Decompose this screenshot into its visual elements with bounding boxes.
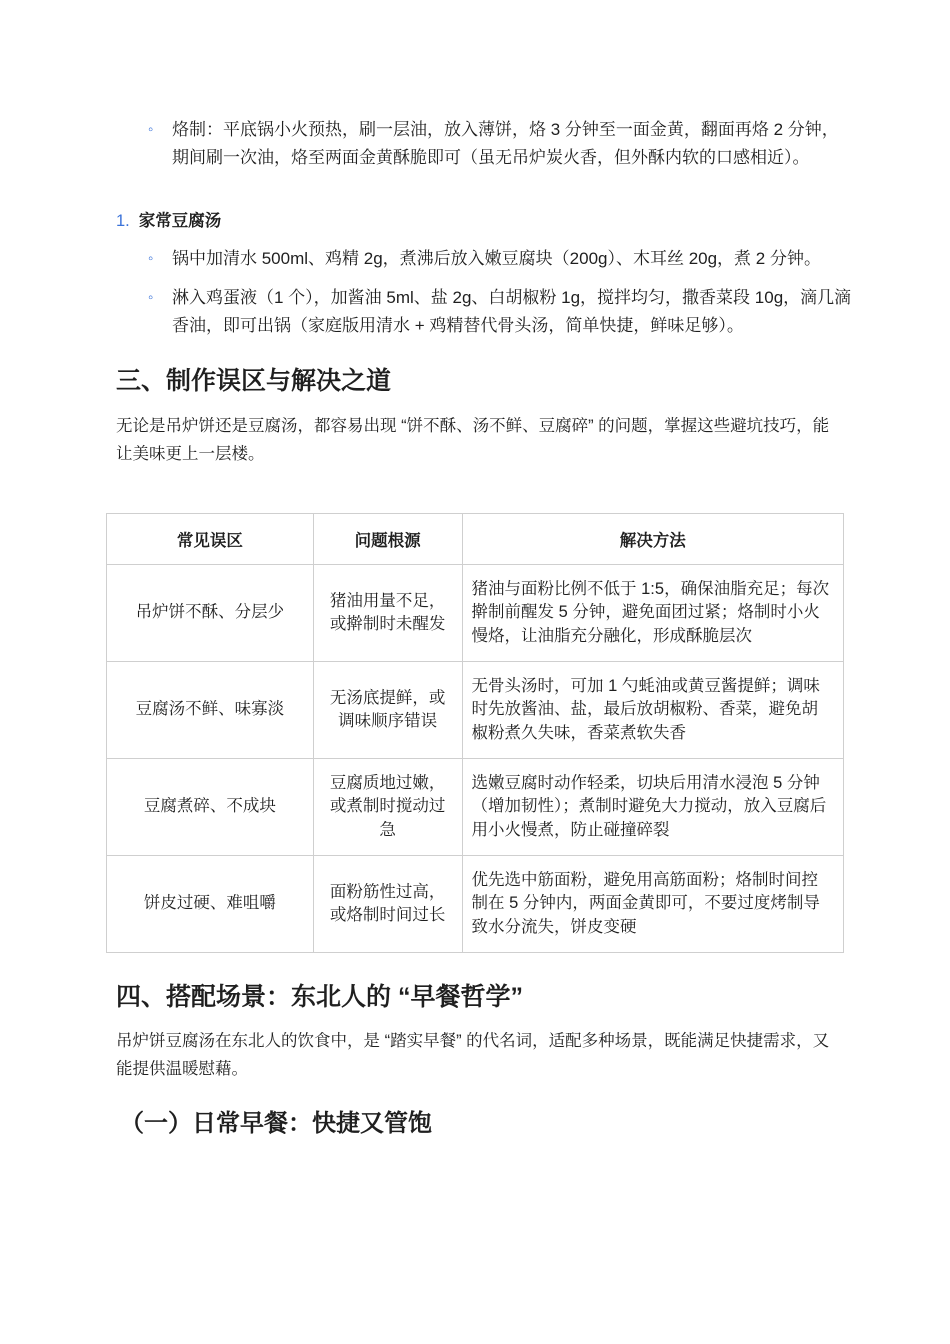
mistakes-table: [106, 513, 844, 953]
section-3-intro: 无论是吊炉饼还是豆腐汤，都容易出现 “饼不酥、汤不鲜、豆腐碎” 的问题，掌握这些避坑技巧，能让美味更上一层楼。: [116, 417, 830, 463]
table-cell-cause: 猪油用量不足，或擀制时未醒发: [313, 565, 462, 662]
table-row: [107, 759, 844, 856]
sub-heading-daily-breakfast: （一）日常早餐：快捷又管饱: [120, 1110, 432, 1137]
table-cell-solution: 猪油与面粉比例不低于 1:5，确保油脂充足；每次擀制前醒发 5 分钟，避免面团过紧；烙制时小火慢烙，让油脂充分融化，形成酥脆层次: [462, 565, 843, 662]
section-heading-3: 三、制作误区与解决之道: [116, 367, 392, 395]
numbered-heading-soup: [116, 208, 221, 234]
table-cell-solution: 无骨头汤时，可加 1 勺蚝油或黄豆酱提鲜；调味时先放酱油、盐，最后放胡椒粉、香菜，避免胡椒粉煮久失味，香菜煮软失香: [462, 662, 843, 759]
table-cell-mistake: 豆腐汤不鲜、味寡淡: [107, 662, 314, 759]
table-cell-solution: 优先选中筋面粉，避免用高筋面粉；烙制时间控制在 5 分钟内，两面金黄即可，不要过度烤制导致水分流失，饼皮变硬: [462, 856, 843, 953]
bullet-icon: ◦: [148, 250, 154, 267]
list-number: 1.: [116, 212, 130, 230]
numbered-heading-title: 家常豆腐汤: [138, 212, 222, 230]
table-cell-mistake: 饼皮过硬、难咀嚼: [107, 856, 314, 953]
table-row: [107, 662, 844, 759]
table-header: 常见误区: [107, 514, 314, 565]
table-row: [107, 565, 844, 662]
table-cell-solution: 选嫩豆腐时动作轻柔，切块后用清水浸泡 5 分钟（增加韧性）；煮制时避免大力搅动，放入豆腐后用小火慢煮，防止碰撞碎裂: [462, 759, 843, 856]
section-heading-4: 四、搭配场景：东北人的 “早餐哲学”: [116, 983, 523, 1011]
table-header: 问题根源: [313, 514, 462, 565]
table-row: [107, 856, 844, 953]
table-cell-cause: 无汤底提鲜，或调味顺序错误: [313, 662, 462, 759]
table-cell-cause: 面粉筋性过高，或烙制时间过长: [313, 856, 462, 953]
table-cell-mistake: 吊炉饼不酥、分层少: [107, 565, 314, 662]
list-item-text: 淋入鸡蛋液（1 个），加酱油 5ml、盐 2g、白胡椒粉 1g，搅拌均匀，撒香菜段 10g，滴几滴香油，即可出锅（家庭版用清水 + 鸡精替代骨头汤，简单快捷，鲜味足够）。: [172, 288, 852, 335]
bullet-icon: ◦: [148, 121, 154, 138]
list-item-text: 烙制：平底锅小火预热，刷一层油，放入薄饼，烙 3 分钟至一面金黄，翻面再烙 2 分钟，期间刷一次油，烙至两面金黄酥脆即可（虽无吊炉炭火香，但外酥内软的口感相近）。: [172, 120, 839, 167]
table-cell-cause: 豆腐质地过嫩，或煮制时搅动过急: [313, 759, 462, 856]
table-cell-mistake: 豆腐煮碎、不成块: [107, 759, 314, 856]
list-item-text: 锅中加清水 500ml、鸡精 2g，煮沸后放入嫩豆腐块（200g）、木耳丝 20g，煮 2 分钟。: [172, 249, 821, 268]
table-header: 解决方法: [462, 514, 843, 565]
section-4-intro: 吊炉饼豆腐汤在东北人的饮食中，是 “踏实早餐” 的代名词，适配多种场景，既能满足快捷需求，又能提供温暖慰藉。: [116, 1032, 830, 1078]
bullet-icon: ◦: [148, 289, 154, 306]
table-header-row: [107, 514, 844, 565]
